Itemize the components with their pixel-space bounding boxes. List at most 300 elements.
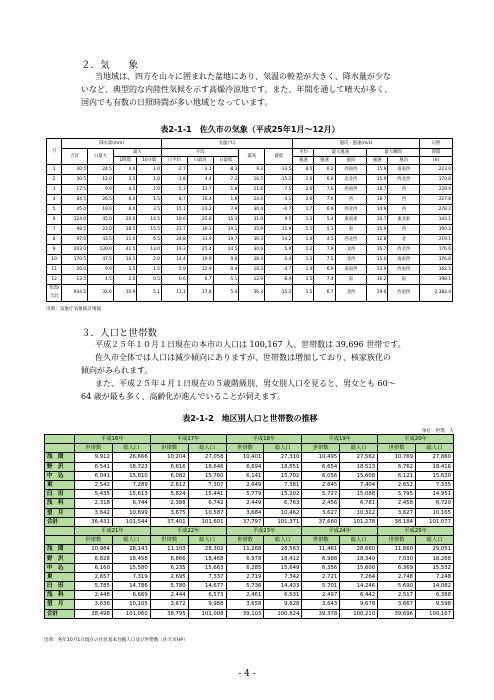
table-cell: 18,458 bbox=[112, 554, 150, 563]
table-cell: 39,696 bbox=[378, 609, 416, 618]
table-cell: 北 bbox=[388, 235, 420, 245]
corner-cell bbox=[45, 536, 75, 545]
table-cell: 39,103 bbox=[226, 609, 264, 618]
table-cell: 2,318 bbox=[74, 499, 112, 508]
col-population: 総人口 bbox=[340, 536, 378, 545]
table-cell: 28,143 bbox=[112, 545, 150, 554]
col-wind-max: 最大風速 bbox=[314, 149, 367, 157]
table-cell: 北西 bbox=[335, 255, 367, 265]
table-cell: 227.8 bbox=[419, 195, 452, 205]
table-cell: 100,167 bbox=[416, 609, 454, 618]
table-cell: 9.8 bbox=[213, 255, 239, 265]
table-cell: -4.1 bbox=[265, 195, 293, 205]
table-cell: 西 bbox=[388, 225, 420, 235]
table-cell: 1.7 bbox=[293, 205, 314, 215]
table-cell: 西 bbox=[388, 205, 420, 215]
weather-line-2: いなど、典型的な内陸性気候を示す高燥冷涼地です。また、年間を通して晴天が多く、 bbox=[81, 85, 393, 94]
table-cell: 15,441 bbox=[188, 490, 226, 499]
table-cell: 5.1 bbox=[137, 285, 162, 302]
district-label: 東 bbox=[45, 480, 75, 489]
table-cell: 6,616 bbox=[150, 462, 188, 471]
table-cell: 19.0 bbox=[367, 285, 388, 302]
weather-row bbox=[47, 255, 453, 265]
table-cell: 4.5 bbox=[88, 275, 114, 285]
table-cell: 14.5 bbox=[213, 245, 239, 255]
table-cell: 5,785 bbox=[74, 582, 112, 591]
table-cell: 9.0 bbox=[88, 185, 114, 195]
table-cell: 17.5 bbox=[62, 185, 88, 195]
table-cell: 15,600 bbox=[340, 563, 378, 572]
col-precip: 降水量(mm) bbox=[62, 139, 162, 149]
col-households: 世帯数 bbox=[302, 536, 340, 545]
table-cell: 179.8 bbox=[419, 175, 452, 185]
table-cell: 28.4 bbox=[239, 255, 265, 265]
table-cell: 12.9 bbox=[187, 265, 213, 275]
table-cell: 6,235 bbox=[150, 563, 188, 572]
table-cell: 3 bbox=[47, 185, 62, 195]
table-cell: 西南西 bbox=[388, 265, 420, 275]
section-heading-weather: ２．気 象 bbox=[81, 60, 139, 71]
table-cell: 14,082 bbox=[416, 582, 454, 591]
table-cell: 15,760 bbox=[188, 471, 226, 480]
table-cell: 11.0 bbox=[113, 235, 136, 245]
table-row bbox=[45, 582, 454, 591]
table-cell: 37,660 bbox=[302, 517, 340, 526]
table-cell: 7,248 bbox=[416, 572, 454, 581]
population-table bbox=[44, 434, 454, 619]
table-cell: 6,541 bbox=[74, 462, 112, 471]
col-temp-avg: 平均 bbox=[161, 149, 238, 157]
table-cell: 2,721 bbox=[302, 572, 340, 581]
table-cell: -0.4 bbox=[213, 265, 239, 275]
total-row bbox=[45, 517, 454, 526]
col-sun-hours: 時間 bbox=[419, 149, 452, 157]
table-cell: 11,103 bbox=[150, 545, 188, 554]
table-cell: 170.5 bbox=[62, 255, 88, 265]
table-row bbox=[45, 453, 454, 462]
table-cell: 6,160 bbox=[74, 563, 112, 572]
table-cell: 7,381 bbox=[264, 480, 302, 489]
table-cell: 10.7 bbox=[367, 215, 388, 225]
table-cell: 西 bbox=[335, 195, 367, 205]
year-label: 平成24年 bbox=[302, 526, 378, 535]
table-cell: 2 bbox=[47, 175, 62, 185]
table-cell: 10,462 bbox=[264, 508, 302, 517]
table-cell: 1.5 bbox=[293, 285, 314, 302]
table-cell: 41.5 bbox=[113, 245, 136, 255]
table-cell: 10,587 bbox=[188, 508, 226, 517]
table-cell: 100,824 bbox=[264, 609, 302, 618]
population-unit: 単位：世帯、人 bbox=[421, 429, 454, 434]
table-cell: 19.9 bbox=[187, 255, 213, 265]
table-cell: 2.0 bbox=[293, 185, 314, 195]
table-cell: 18,268 bbox=[416, 554, 454, 563]
table-cell: 16.7 bbox=[367, 245, 388, 255]
table-cell: 4.5 bbox=[314, 235, 335, 245]
table-cell: 18,340 bbox=[340, 554, 378, 563]
year-label: 平成25年 bbox=[378, 526, 454, 535]
table-cell: 7.6 bbox=[314, 195, 335, 205]
weather-total-label-2: 合計 bbox=[49, 294, 59, 299]
table-cell: 7,307 bbox=[188, 480, 226, 489]
table-cell: 24.6 bbox=[239, 195, 265, 205]
col-wind-avg: 平均 bbox=[293, 149, 314, 157]
table-cell: 6.7 bbox=[314, 285, 335, 302]
table-cell: 25.4 bbox=[187, 245, 213, 255]
table-cell: 5.3 bbox=[161, 185, 187, 195]
district-label: 浅 科 bbox=[45, 499, 75, 508]
table-cell: 16.5 bbox=[239, 175, 265, 185]
table-cell: 18,416 bbox=[416, 462, 454, 471]
table-cell: 124.0 bbox=[62, 215, 88, 225]
table-cell: -15.2 bbox=[265, 175, 293, 185]
table-cell: 7.5 bbox=[314, 255, 335, 265]
table-cell: 0.6 bbox=[161, 275, 187, 285]
population-line-3: 傾向がみられます。 bbox=[81, 366, 153, 375]
table-cell: 0.4 bbox=[265, 255, 293, 265]
weather-table-body bbox=[47, 165, 453, 285]
table-cell: 1.0 bbox=[137, 185, 162, 195]
weather-total-label bbox=[47, 285, 62, 302]
table-cell: 23.2 bbox=[187, 205, 213, 215]
table-row bbox=[45, 600, 454, 609]
table-cell: 1.0 bbox=[137, 165, 162, 175]
table-cell: 35.9 bbox=[239, 225, 265, 235]
table-cell: 18,468 bbox=[188, 554, 226, 563]
table-cell: 278.2 bbox=[419, 205, 452, 215]
col-temp-lowest: 最低 bbox=[265, 149, 293, 165]
year-header-row bbox=[45, 526, 454, 535]
table-row bbox=[45, 462, 454, 471]
table-cell: 15,613 bbox=[112, 490, 150, 499]
table-cell: 18.7 bbox=[367, 195, 388, 205]
table-cell: 2.0 bbox=[137, 255, 162, 265]
table-cell: 南 bbox=[335, 225, 367, 235]
table-cell: 西南西 bbox=[335, 165, 367, 175]
table-cell: -7.5 bbox=[265, 185, 293, 195]
table-cell: 1.0 bbox=[293, 235, 314, 245]
table-cell: 190.3 bbox=[419, 225, 452, 235]
table-cell: 7,342 bbox=[264, 572, 302, 581]
table-cell: 西北西 bbox=[388, 175, 420, 185]
weather-row bbox=[47, 265, 453, 275]
table-cell: 5,435 bbox=[74, 490, 112, 499]
col-daily-high: 日最高 bbox=[187, 157, 213, 165]
table-cell: 101,077 bbox=[416, 517, 454, 526]
table-cell: 13.5 bbox=[62, 275, 88, 285]
table-cell: 37,797 bbox=[226, 517, 264, 526]
col-households: 世帯数 bbox=[226, 536, 264, 545]
table-cell: 11,660 bbox=[378, 545, 416, 554]
table-cell: 12.0 bbox=[88, 175, 114, 185]
table-cell: 31.0 bbox=[239, 215, 265, 225]
year-label: 平成19年 bbox=[302, 435, 378, 444]
table-cell: 14.5 bbox=[137, 215, 162, 225]
weather-row bbox=[47, 225, 453, 235]
table-cell: 0.5 bbox=[137, 275, 162, 285]
table-cell: 10,401 bbox=[226, 453, 264, 462]
table-cell: 2,649 bbox=[226, 480, 264, 489]
table-cell: 3,627 bbox=[378, 508, 416, 517]
table-cell: 97.0 bbox=[62, 235, 88, 245]
table-cell: 18,646 bbox=[188, 462, 226, 471]
col-max-dir: 風向 bbox=[335, 157, 367, 165]
table-cell: 10,204 bbox=[150, 453, 188, 462]
table-cell: 15,608 bbox=[340, 471, 378, 480]
table-cell: 6,056 bbox=[302, 471, 340, 480]
year-header-row bbox=[45, 435, 454, 444]
table-cell: 7,335 bbox=[416, 480, 454, 489]
table-cell: 21.6 bbox=[239, 185, 265, 195]
table-cell: 4.4 bbox=[187, 175, 213, 185]
district-label: 望 月 bbox=[45, 508, 75, 517]
table-cell: 5.4 bbox=[314, 215, 335, 225]
corner-cell bbox=[45, 526, 75, 535]
table-cell: 20.0 bbox=[113, 215, 136, 225]
col-population: 総人口 bbox=[340, 444, 378, 453]
table-cell: 2,449 bbox=[226, 499, 264, 508]
table-cell: 6,369 bbox=[378, 563, 416, 572]
table-cell: 5.9 bbox=[265, 245, 293, 255]
table-cell: 1.4 bbox=[293, 265, 314, 275]
table-cell: 3.5 bbox=[113, 265, 136, 275]
table-cell: 162.5 bbox=[419, 265, 452, 275]
table-cell: 26,666 bbox=[112, 453, 150, 462]
table-cell: 16.2 bbox=[367, 275, 388, 285]
table-cell: 西 bbox=[388, 185, 420, 195]
table-cell: 11,268 bbox=[226, 545, 264, 554]
table-cell: 西北西 bbox=[388, 245, 420, 255]
total-label: 合計 bbox=[45, 609, 75, 618]
table-cell: 2.0 bbox=[113, 275, 136, 285]
table-cell: 9.5 bbox=[265, 215, 293, 225]
population-source: 出典：各年10月1日現在の住民基本台帳人口及び世帯数（佐久市HP） bbox=[44, 638, 188, 643]
table-cell: 6,742 bbox=[188, 499, 226, 508]
column-header-row bbox=[45, 444, 454, 453]
district-label: 浅 間 bbox=[45, 453, 75, 462]
table-cell: 30.6 bbox=[239, 245, 265, 255]
table-cell: 1.3 bbox=[293, 255, 314, 265]
table-cell: 1.5 bbox=[137, 195, 162, 205]
table-cell: 3,627 bbox=[302, 508, 340, 517]
table-cell: 16.4 bbox=[187, 195, 213, 205]
table-cell: 18,513 bbox=[340, 462, 378, 471]
table-cell: 11,461 bbox=[302, 545, 340, 554]
table-cell: 176.8 bbox=[419, 255, 452, 265]
table-cell: 19.1 bbox=[213, 225, 239, 235]
table-cell: 14,951 bbox=[416, 490, 454, 499]
district-label: 中 込 bbox=[45, 471, 75, 480]
year-label: 平成23年 bbox=[226, 526, 302, 535]
table-cell: 43.5 bbox=[88, 235, 114, 245]
table-cell: 36.3 bbox=[239, 235, 265, 245]
table-cell: 27,860 bbox=[416, 453, 454, 462]
table-cell: 北西 bbox=[335, 245, 367, 255]
table-cell: 7.4 bbox=[314, 275, 335, 285]
table-cell: 6.5 bbox=[137, 235, 162, 245]
table-cell: 39,378 bbox=[302, 609, 340, 618]
table-cell: 北西 bbox=[335, 285, 367, 302]
table-cell: -0.7 bbox=[265, 205, 293, 215]
col-min10: 10分間 bbox=[137, 157, 162, 165]
table-cell: 24.5 bbox=[88, 165, 114, 175]
table-cell: 8.7 bbox=[161, 195, 187, 205]
table-cell: 84.5 bbox=[62, 195, 88, 205]
table-cell: 11 bbox=[47, 265, 62, 275]
table-cell: 15.1 bbox=[161, 205, 187, 215]
table-cell: 2,388 bbox=[150, 499, 188, 508]
table-cell: 1.5 bbox=[137, 265, 162, 275]
col-month: 月 bbox=[47, 139, 62, 165]
table-cell: 2,517 bbox=[378, 591, 416, 600]
table-cell: 1.0 bbox=[137, 175, 162, 185]
table-cell: -13.5 bbox=[265, 165, 293, 175]
table-cell: 6,041 bbox=[74, 471, 112, 480]
district-label: 東 bbox=[45, 572, 75, 581]
table-cell: 219.1 bbox=[419, 235, 452, 245]
total-row bbox=[45, 609, 454, 618]
weather-row bbox=[47, 165, 453, 175]
col-population: 総人口 bbox=[264, 444, 302, 453]
table-cell: 12.8 bbox=[367, 235, 388, 245]
table-cell: 12 bbox=[47, 275, 62, 285]
table-row bbox=[45, 471, 454, 480]
table-cell: 15.5 bbox=[137, 225, 162, 235]
table-cell: 6,720 bbox=[416, 499, 454, 508]
total-label: 合計 bbox=[45, 517, 75, 526]
district-label: 臼 田 bbox=[45, 582, 75, 591]
table-cell: 12.0 bbox=[239, 275, 265, 285]
col-households: 世帯数 bbox=[74, 444, 112, 453]
table-cell: 6,744 bbox=[112, 499, 150, 508]
table-cell: 14,246 bbox=[340, 582, 378, 591]
col-population: 総人口 bbox=[416, 536, 454, 545]
table-cell: 10,165 bbox=[416, 508, 454, 517]
table-cell: 27,310 bbox=[264, 453, 302, 462]
population-table-body bbox=[45, 435, 454, 619]
weather-table-caption: 表2-1-1 佐久市の気象（平成25年1月～12月） bbox=[160, 125, 340, 134]
table-cell: 229.9 bbox=[419, 185, 452, 195]
col-gust-speed: 風速 bbox=[367, 157, 388, 165]
table-cell: 5,701 bbox=[302, 582, 340, 591]
table-cell: 南南西 bbox=[388, 255, 420, 265]
table-cell: 8.5 bbox=[293, 165, 314, 175]
year-label: 平成22年 bbox=[150, 526, 226, 535]
table-cell: 11.1 bbox=[161, 285, 187, 302]
table-cell: 10,769 bbox=[378, 453, 416, 462]
table-cell: 西北西 bbox=[335, 235, 367, 245]
table-cell: 23.7 bbox=[161, 225, 187, 235]
weather-line-1: 当地域は、四方を山々に囲まれた盆地にあり、気温の較差が大きく、降水量が少な bbox=[95, 72, 391, 81]
table-cell: 9,598 bbox=[416, 600, 454, 609]
col-hour1: 1時間 bbox=[113, 157, 136, 165]
table-cell: -8.3 bbox=[213, 165, 239, 175]
weather-row bbox=[47, 275, 453, 285]
col-sun: 日照 bbox=[419, 139, 452, 149]
col-households: 世帯数 bbox=[378, 444, 416, 453]
table-cell: 4.0 bbox=[113, 165, 136, 175]
col-precip-daily-max: 日最大 bbox=[88, 149, 114, 165]
table-cell: 4.5 bbox=[113, 185, 136, 195]
table-cell: 15,202 bbox=[264, 490, 302, 499]
col-population: 総人口 bbox=[112, 536, 150, 545]
table-cell: -15.2 bbox=[265, 285, 293, 302]
table-cell: 9,988 bbox=[188, 600, 226, 609]
table-cell: 2,542 bbox=[74, 480, 112, 489]
table-cell: 101,008 bbox=[188, 609, 226, 618]
table-cell: 6,694 bbox=[226, 462, 264, 471]
table-cell: 1.1 bbox=[293, 225, 314, 235]
col-sun-unit: (h) bbox=[419, 157, 452, 165]
table-cell: 5,824 bbox=[150, 490, 188, 499]
col-precip-total: 合計 bbox=[62, 149, 88, 165]
table-cell: 6,141 bbox=[226, 471, 264, 480]
table-cell: 南南西 bbox=[335, 265, 367, 275]
table-row bbox=[45, 499, 454, 508]
year-label: 平成17年 bbox=[150, 435, 226, 444]
table-cell: 19.3 bbox=[161, 245, 187, 255]
table-row bbox=[45, 480, 454, 489]
table-cell: 5,690 bbox=[378, 582, 416, 591]
table-cell: 南南西 bbox=[388, 165, 420, 175]
table-cell: 6,781 bbox=[340, 499, 378, 508]
table-cell: 198.1 bbox=[419, 275, 452, 285]
table-cell: 18,723 bbox=[112, 462, 150, 471]
table-cell: -4.7 bbox=[265, 265, 293, 275]
table-cell: 15,580 bbox=[112, 563, 150, 572]
column-header-row bbox=[45, 536, 454, 545]
table-cell: 6,442 bbox=[340, 591, 378, 600]
table-cell: 2,448 bbox=[74, 591, 112, 600]
table-row bbox=[45, 490, 454, 499]
weather-row bbox=[47, 195, 453, 205]
table-cell: 13.7 bbox=[187, 185, 213, 195]
table-cell: 4 bbox=[47, 195, 62, 205]
table-cell: 7,337 bbox=[188, 572, 226, 581]
col-wind-speed: 風速 bbox=[293, 157, 314, 165]
table-cell: 3.5 bbox=[113, 175, 136, 185]
table-cell: 29,051 bbox=[416, 545, 454, 554]
col-daily-low: 日最低 bbox=[213, 157, 239, 165]
table-cell: 2,657 bbox=[74, 572, 112, 581]
table-cell: 143.1 bbox=[419, 215, 452, 225]
table-cell: 1.5 bbox=[293, 275, 314, 285]
table-cell: 28,302 bbox=[188, 545, 226, 554]
table-cell: 6.0 bbox=[113, 195, 136, 205]
table-cell: 7,319 bbox=[112, 572, 150, 581]
year-label: 平成18年 bbox=[226, 435, 302, 444]
weather-total-row bbox=[47, 285, 453, 302]
table-cell: -5.1 bbox=[213, 275, 239, 285]
table-cell: 9.2 bbox=[239, 165, 265, 175]
table-cell: 19.7 bbox=[213, 235, 239, 245]
table-cell: 15.9 bbox=[265, 225, 293, 235]
table-cell: 5,779 bbox=[226, 490, 264, 499]
district-label: 浅 科 bbox=[45, 591, 75, 600]
table-cell: 1.8 bbox=[213, 195, 239, 205]
table-cell: 27,058 bbox=[188, 453, 226, 462]
table-cell: 45.0 bbox=[88, 215, 114, 225]
col-population: 総人口 bbox=[188, 536, 226, 545]
table-cell: 15,810 bbox=[112, 471, 150, 480]
table-cell: -2.7 bbox=[161, 165, 187, 175]
table-row bbox=[45, 572, 454, 581]
table-cell: 10,699 bbox=[112, 508, 150, 517]
table-cell: 37,401 bbox=[150, 517, 188, 526]
table-cell: 14.4 bbox=[161, 255, 187, 265]
table-cell: 2,497 bbox=[302, 591, 340, 600]
district-label: 野 沢 bbox=[45, 554, 75, 563]
